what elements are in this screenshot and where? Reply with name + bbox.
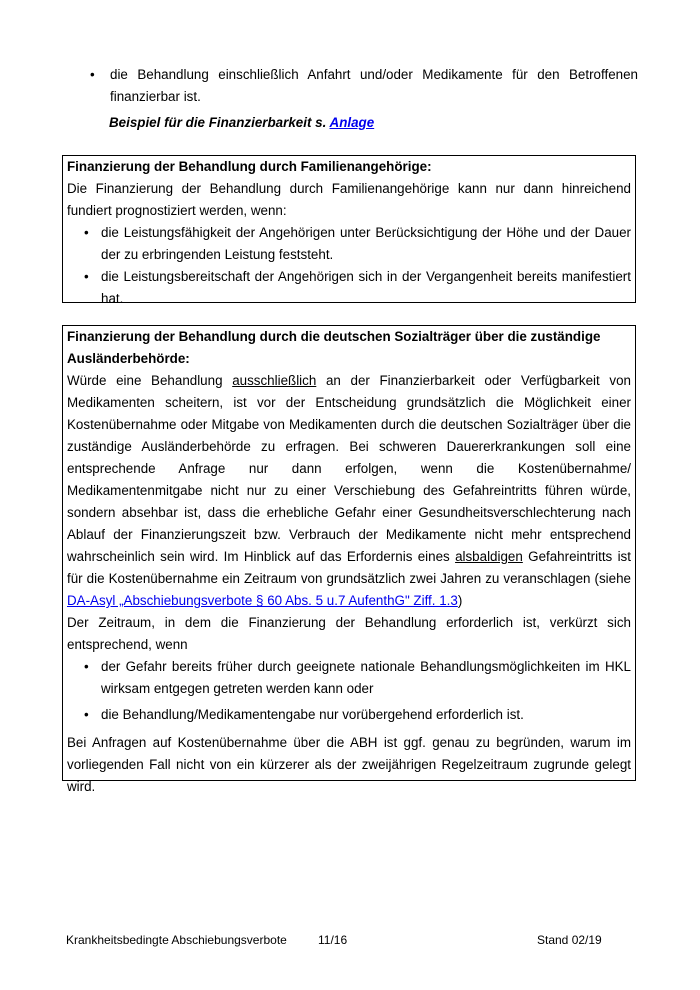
top-bullet-item (90, 64, 638, 108)
social-financing-box (62, 325, 636, 794)
example-prefix: Beispiel für die Finanzierbarkeit s. (109, 115, 327, 130)
social-financing-paragraph-2: Der Zeitraum, in dem die Finanzierung der Behandlung erforderlich ist, verkürzt sich entsprechend, wenn (67, 615, 631, 652)
social-financing-list (67, 656, 631, 726)
family-financing-intro: Die Finanzierung der Behandlung durch Familienangehörige kann nur dann hinreichend fundiert prognostiziert werden, wenn: (67, 181, 631, 218)
example-line (109, 112, 374, 134)
list-item: • die Leistungsfähigkeit der Angehörigen unter Berücksichtigung der Höhe und der Dauer der zu erbringenden Leistung feststeht. (67, 222, 631, 266)
social-financing-paragraph-3: Bei Anfragen auf Kostenübernahme über die ABH ist ggf. genau zu begründen, warum im vorliegenden Fall nicht von ein kürzerer als der zweijährigen Regelzeitraum zugrunde gelegt wird. (67, 735, 631, 794)
family-financing-heading: Finanzierung der Behandlung durch Familienangehörige: (67, 159, 432, 174)
list-item: • die Behandlung/Medikamentengabe nur vorübergehend erforderlich ist. (67, 704, 631, 726)
underlined-alsbaldigen: alsbaldigen (455, 549, 523, 564)
social-financing-heading: Finanzierung der Behandlung durch die deutschen Sozialträger über die zuständige Ausländerbehörde: (67, 329, 601, 366)
bullet-icon: • (84, 707, 89, 722)
footer-page-number: 11/16 (318, 933, 348, 947)
footer-title: Krankheitsbedingte Abschiebungsverbote (66, 933, 287, 947)
anlage-link[interactable]: Anlage (329, 115, 375, 130)
underlined-ausschliesslich: ausschließlich (232, 373, 317, 388)
family-financing-box (62, 155, 636, 306)
list-item: • die Leistungsbereitschaft der Angehörigen sich in der Vergangenheit bereits manifestiert hat. (67, 266, 631, 310)
list-item: • der Gefahr bereits früher durch geeignete nationale Behandlungsmöglichkeiten im HKL wirksam entgegen getreten werden kann oder (67, 656, 631, 700)
footer-stand: Stand 02/19 (537, 933, 602, 947)
top-bullet-text: die Behandlung einschließlich Anfahrt und/oder Medikamente für den Betroffenen finanzierbar ist. (110, 67, 638, 104)
bullet-icon: • (84, 269, 89, 284)
bullet-icon: • (90, 67, 95, 82)
social-financing-paragraph-1: Würde eine Behandlung ausschließlich an der Finanzierbarkeit oder Verfügbarkeit von Medikamenten scheitern, ist vor der Entscheidung grundsätzlich die Möglichkeit einer Kostenübernahme oder Mitgabe von Medikamenten durch die deutschen Sozialträger über die zuständige Ausländerbehörde zu erfragen. Bei schweren Dauererkrankungen soll eine entsprechende Anfrage nur dann erfolgen, wenn die Kostenübernahme/ Medikamentenmitgabe nicht nur zu einer Verschiebung des Gefahreintritts führen würde, sondern absehbar ist, dass die erhebliche Gefahr einer Gesundheitsverschlechterung nach Ablauf der Finanzierungszeit bzw. Verbrauch der Medikamente nicht mehr entsprechend wahrscheinlich sein wird. Im Hinblick auf das Erfordernis eines alsbaldigen Gefahreintritts ist für die Kostenübernahme ein Zeitraum von grundsätzlich zwei Jahren zu veranschlagen (siehe DA-Asyl „Abschiebungsverbote § 60 Abs. 5 u.7 AufenthG" Ziff. 1.3) (67, 373, 631, 608)
bullet-icon: • (84, 225, 89, 240)
bullet-icon: • (84, 659, 89, 674)
da-asyl-link[interactable]: DA-Asyl „Abschiebungsverbote § 60 Abs. 5 u.7 AufenthG" Ziff. 1.3 (67, 593, 458, 608)
family-financing-list (67, 222, 631, 310)
